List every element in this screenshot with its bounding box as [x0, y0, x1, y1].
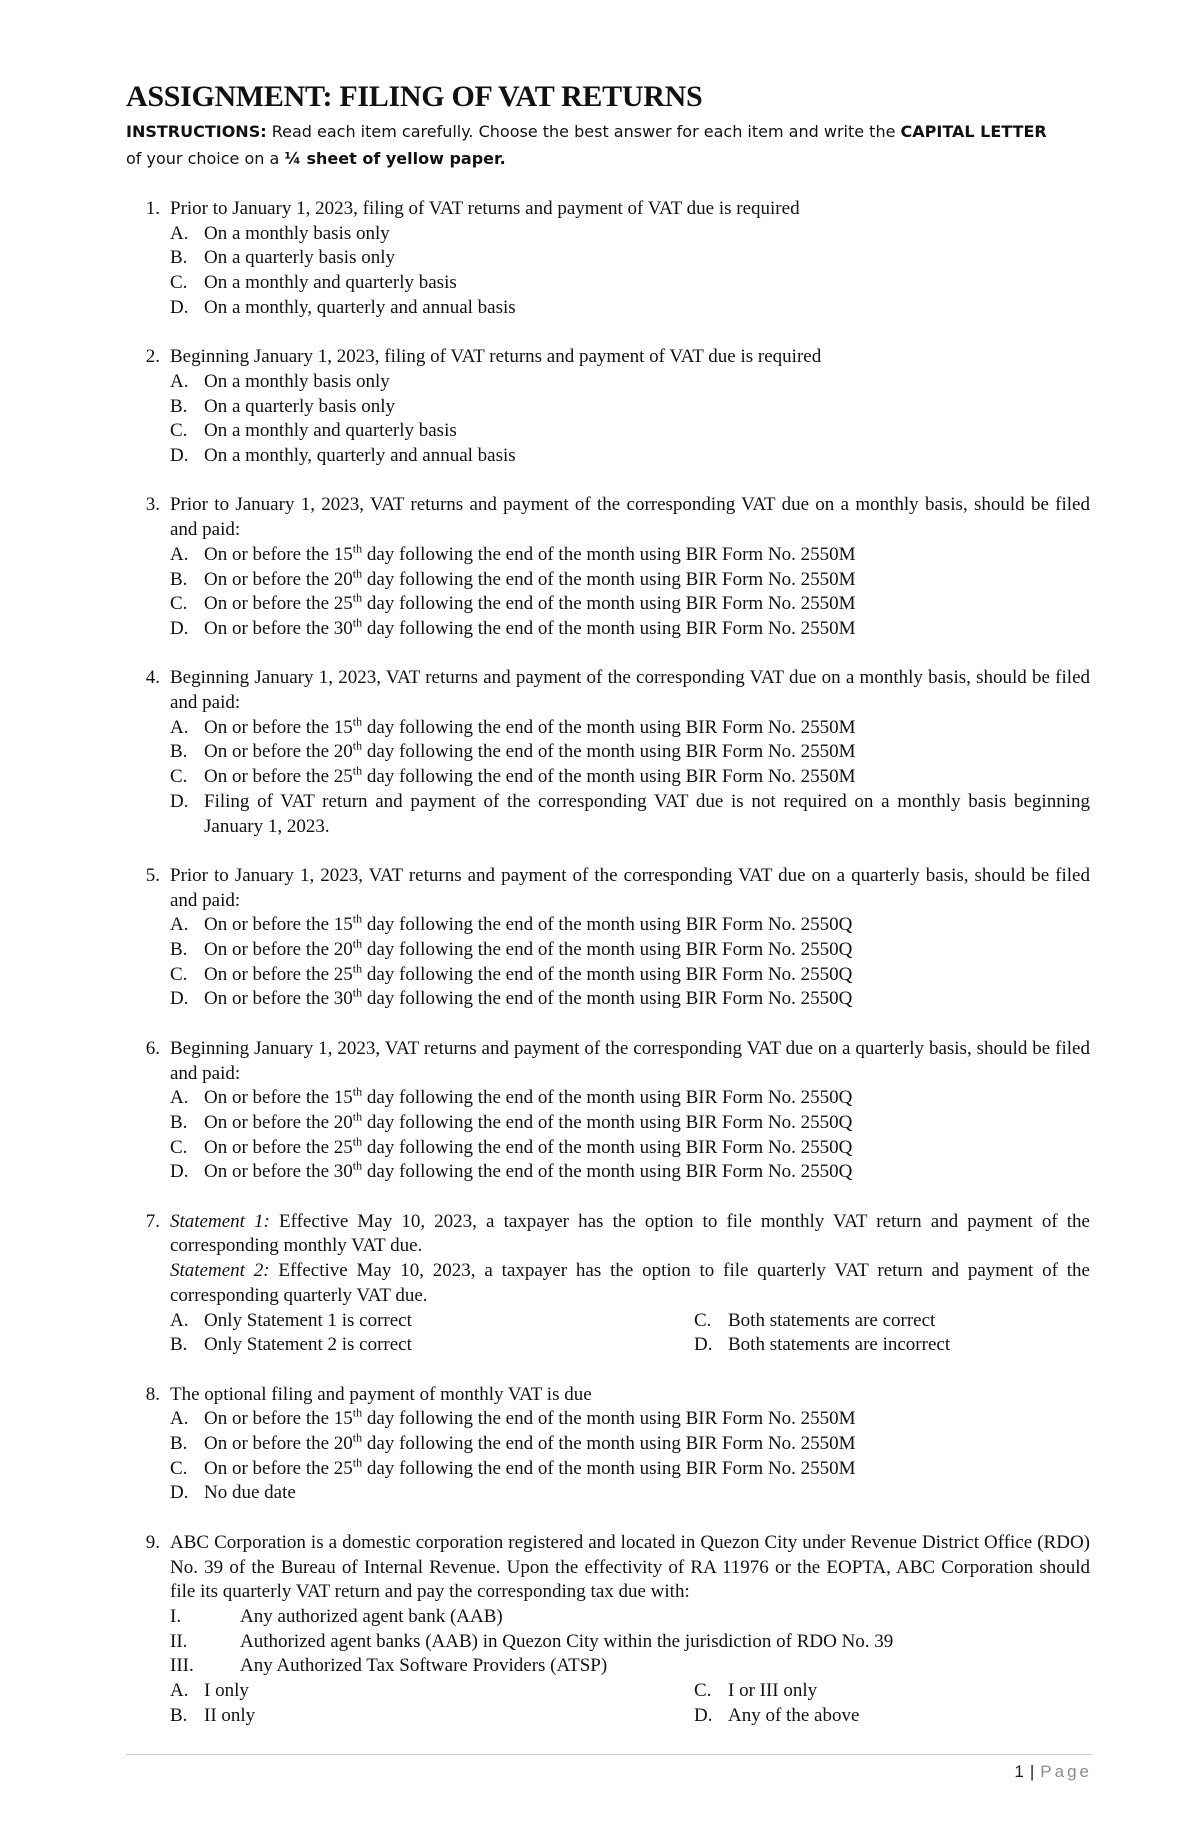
option-letter: C.	[694, 1680, 712, 1702]
option-text-post: day following the end of the month using BIR Form No. 2550Q	[362, 914, 853, 936]
question-stem: Prior to January 1, 2023, filing of VAT returns and payment of VAT due is required	[170, 198, 800, 219]
question-stem: Beginning January 1, 2023, VAT returns and payment of the corresponding VAT due on a monthly basis, should be filed and paid:	[170, 667, 1090, 714]
option-text	[204, 765, 1090, 790]
page-label: Page	[1040, 1762, 1092, 1781]
question-number: 8.	[145, 1383, 160, 1405]
option-text-pre: On or before the 25	[204, 766, 353, 788]
option-letter: D.	[694, 1334, 713, 1356]
option-text	[204, 592, 1090, 617]
roman-item-3	[170, 1654, 1090, 1679]
page-footer	[1014, 1762, 1092, 1782]
roman-numeral: II.	[170, 1630, 188, 1652]
option-a	[170, 913, 1090, 938]
question-number: 5.	[145, 864, 160, 886]
option-text: On a monthly, quarterly and annual basis	[204, 296, 516, 318]
option-b	[170, 1111, 1090, 1136]
question-7	[126, 1210, 1090, 1358]
option-text	[204, 1160, 1090, 1185]
option-text-pre: On or before the 25	[204, 1136, 353, 1158]
option-text-post: day following the end of the month using BIR Form No. 2550M	[362, 1457, 856, 1479]
footer-divider	[126, 1754, 1092, 1755]
question-1	[126, 197, 1090, 321]
option-letter: A.	[170, 1309, 189, 1331]
option-d	[170, 444, 1090, 469]
roman-numeral: I.	[170, 1605, 182, 1627]
option-letter: A.	[170, 370, 189, 392]
option-text-post: day following the end of the month using BIR Form No. 2550M	[362, 543, 856, 565]
option-text-post: day following the end of the month using BIR Form No. 2550Q	[362, 939, 853, 961]
option-text-pre: On or before the 25	[204, 593, 353, 615]
option-text-pre: On or before the 30	[204, 988, 353, 1010]
option-letter: C.	[170, 593, 188, 615]
option-letter: B.	[170, 247, 188, 269]
question-stem: The optional filing and payment of monthly VAT is due	[170, 1383, 592, 1405]
option-text-post: day following the end of the month using BIR Form No. 2550M	[362, 617, 856, 639]
question-5	[126, 864, 1090, 1012]
option-a	[170, 716, 1090, 741]
option-letter: B.	[170, 1433, 188, 1455]
option-b	[170, 1704, 694, 1729]
option-text-post: day following the end of the month using BIR Form No. 2550M	[362, 1433, 856, 1455]
option-c	[694, 1309, 1090, 1334]
option-b	[170, 568, 1090, 593]
option-text-post: day following the end of the month using BIR Form No. 2550Q	[362, 963, 853, 985]
option-text-post: day following the end of the month using BIR Form No. 2550M	[362, 766, 856, 788]
question-8	[126, 1383, 1090, 1507]
option-b	[170, 395, 1090, 420]
roman-text: Any authorized agent bank (AAB)	[240, 1605, 503, 1627]
ordinal-suffix: th	[352, 1159, 363, 1174]
option-b	[170, 1333, 694, 1358]
statement-1-text: Effective May 10, 2023, a taxpayer has the option to file monthly VAT return and payment of the corresponding monthly VAT due.	[170, 1210, 1090, 1257]
option-text-pre: On or before the 30	[204, 1161, 353, 1183]
question-number: 3.	[145, 494, 160, 516]
option-letter: C.	[170, 1457, 188, 1479]
question-stem: ABC Corporation is a domestic corporation registered and located in Quezon City under Revenue District Office (RDO) No. 39 of the Bureau of Internal Revenue. Upon the effectivity of RA 11976 or the EOPTA, ABC Corporation should file its quarterly VAT return and pay the corresponding tax due with:	[170, 1531, 1090, 1603]
option-text: II only	[204, 1704, 256, 1726]
option-text	[204, 913, 1090, 938]
option-text	[204, 938, 1090, 963]
option-text: Filing of VAT return and payment of the corresponding VAT due is not required on a monthly basis beginning January 1, 2023.	[204, 790, 1090, 837]
option-b	[170, 1432, 1090, 1457]
option-d	[170, 790, 1090, 839]
ordinal-suffix: th	[352, 739, 363, 754]
option-text-pre: On or before the 20	[204, 939, 353, 961]
instructions	[126, 118, 1090, 172]
statement-2	[170, 1259, 1090, 1308]
option-text	[204, 568, 1090, 593]
option-c	[170, 1457, 1090, 1482]
option-letter: A.	[170, 222, 189, 244]
option-text	[204, 1086, 1090, 1111]
option-letter: C.	[170, 272, 188, 294]
option-grid	[170, 1309, 1090, 1358]
option-letter: B.	[170, 395, 188, 417]
option-c	[170, 592, 1090, 617]
question-stem: Beginning January 1, 2023, filing of VAT returns and payment of VAT due is required	[170, 346, 822, 368]
option-text-pre: On or before the 15	[204, 914, 353, 936]
option-letter: B.	[170, 939, 188, 961]
page-title: ASSIGNMENT: FILING OF VAT RETURNS	[126, 80, 703, 113]
option-letter: D.	[170, 988, 189, 1010]
question-stem: Prior to January 1, 2023, VAT returns and payment of the corresponding VAT due on a quarterly basis, should be filed and paid:	[170, 864, 1090, 911]
option-a	[170, 1407, 1090, 1432]
ordinal-suffix: th	[352, 763, 363, 778]
option-d	[170, 1160, 1090, 1185]
option-letter: D.	[170, 445, 189, 467]
option-text	[204, 1457, 1090, 1482]
option-a	[170, 370, 1090, 395]
option-letter: B.	[170, 1704, 188, 1726]
ordinal-suffix: th	[352, 912, 363, 926]
question-3	[126, 493, 1090, 641]
option-d	[170, 296, 1090, 321]
option-letter: D.	[170, 790, 189, 812]
option-letter: A.	[170, 1680, 189, 1702]
option-grid	[170, 1679, 1090, 1728]
question-stem: Prior to January 1, 2023, VAT returns and payment of the corresponding VAT due on a monthly basis, should be filed and paid:	[170, 494, 1090, 541]
instructions-text-2: of your choice on a	[126, 149, 285, 168]
option-text: On a quarterly basis only	[204, 247, 396, 269]
option-letter: D.	[170, 296, 189, 318]
question-number: 1.	[145, 198, 160, 219]
option-b	[170, 246, 1090, 271]
option-letter: C.	[170, 1136, 188, 1158]
ordinal-suffix: th	[352, 541, 363, 556]
option-text-pre: On or before the 15	[204, 716, 353, 738]
option-text: On a monthly, quarterly and annual basis	[204, 445, 516, 467]
question-number: 9.	[145, 1531, 160, 1553]
option-text	[204, 1407, 1090, 1432]
option-letter: D.	[170, 617, 189, 639]
option-text: On a monthly basis only	[204, 370, 390, 392]
option-a	[170, 543, 1090, 568]
ordinal-suffix: th	[352, 566, 363, 581]
ordinal-suffix: th	[352, 961, 363, 976]
ordinal-suffix: th	[352, 1430, 363, 1445]
option-text-pre: On or before the 25	[204, 1457, 353, 1479]
option-letter: A.	[170, 914, 189, 936]
option-text	[204, 716, 1090, 741]
option-text-post: day following the end of the month using BIR Form No. 2550M	[362, 741, 856, 763]
option-d	[170, 1481, 1090, 1506]
option-letter: C.	[170, 963, 188, 985]
option-a	[170, 1679, 694, 1704]
option-text-post: day following the end of the month using BIR Form No. 2550M	[362, 716, 856, 738]
option-text: Both statements are correct	[728, 1309, 936, 1331]
question-2	[126, 345, 1090, 469]
ordinal-suffix: th	[352, 936, 363, 951]
option-a	[170, 1086, 1090, 1111]
ordinal-suffix: th	[352, 1109, 363, 1124]
ordinal-suffix: th	[352, 1084, 363, 1099]
option-text	[204, 987, 1090, 1012]
option-letter: D.	[170, 1482, 189, 1504]
option-letter: A.	[170, 1408, 189, 1430]
option-letter: C.	[170, 766, 188, 788]
ordinal-suffix: th	[352, 1134, 363, 1149]
roman-item-2	[170, 1630, 1090, 1655]
option-c	[694, 1679, 1090, 1704]
option-d	[694, 1333, 1090, 1358]
question-6	[126, 1037, 1090, 1185]
option-text-post: day following the end of the month using BIR Form No. 2550Q	[362, 988, 853, 1010]
question-number: 6.	[145, 1037, 160, 1059]
option-text-post: day following the end of the month using BIR Form No. 2550Q	[362, 1161, 853, 1183]
option-text-pre: On or before the 20	[204, 568, 353, 590]
option-text-post: day following the end of the month using BIR Form No. 2550Q	[362, 1136, 853, 1158]
option-letter: B.	[170, 1111, 188, 1133]
option-letter: B.	[170, 741, 188, 763]
option-a	[170, 222, 1090, 247]
instructions-bold-1: CAPITAL LETTER	[900, 122, 1047, 141]
statement-1-label: Statement 1:	[170, 1210, 270, 1232]
option-text-pre: On or before the 30	[204, 617, 353, 639]
option-letter: A.	[170, 1087, 189, 1109]
statement-1	[170, 1210, 1090, 1259]
option-text: Any of the above	[728, 1704, 860, 1726]
option-text	[204, 617, 1090, 642]
ordinal-suffix: th	[352, 590, 363, 605]
ordinal-suffix: th	[352, 1406, 363, 1421]
footer-separator: |	[1029, 1762, 1035, 1781]
option-text-pre: On or before the 20	[204, 1111, 353, 1133]
option-text-post: day following the end of the month using BIR Form No. 2550Q	[362, 1087, 853, 1109]
option-letter: D.	[170, 1161, 189, 1183]
question-number: 2.	[145, 346, 160, 368]
option-text: On a quarterly basis only	[204, 395, 396, 417]
question-4	[126, 666, 1090, 839]
option-letter: B.	[170, 568, 188, 590]
option-c	[170, 963, 1090, 988]
option-c	[170, 419, 1090, 444]
question-stem: Beginning January 1, 2023, VAT returns and payment of the corresponding VAT due on a quarterly basis, should be filed and paid:	[170, 1037, 1090, 1084]
option-text-post: day following the end of the month using BIR Form No. 2550Q	[362, 1111, 853, 1133]
document-content	[126, 78, 1090, 1753]
option-text-pre: On or before the 20	[204, 741, 353, 763]
question-number: 4.	[145, 667, 160, 689]
ordinal-suffix: th	[352, 1455, 363, 1470]
option-text	[204, 740, 1090, 765]
option-text: On a monthly basis only	[204, 222, 390, 244]
option-b	[170, 740, 1090, 765]
option-letter: A.	[170, 716, 189, 738]
statement-2-label: Statement 2:	[170, 1260, 270, 1282]
option-letter: C.	[694, 1309, 712, 1331]
option-text: On a monthly and quarterly basis	[204, 420, 457, 442]
option-text	[204, 963, 1090, 988]
roman-text: Any Authorized Tax Software Providers (ATSP)	[240, 1655, 608, 1677]
option-d	[170, 617, 1090, 642]
page-number: 1	[1014, 1762, 1024, 1781]
option-text	[204, 543, 1090, 568]
option-text: Only Statement 2 is correct	[204, 1334, 412, 1356]
option-d	[170, 987, 1090, 1012]
option-text-pre: On or before the 15	[204, 543, 353, 565]
option-text-post: day following the end of the month using BIR Form No. 2550M	[362, 1408, 856, 1430]
option-b	[170, 938, 1090, 963]
ordinal-suffix: th	[352, 714, 363, 729]
roman-numeral: III.	[170, 1655, 194, 1677]
option-text	[204, 1136, 1090, 1161]
ordinal-suffix: th	[352, 986, 363, 1001]
option-text-pre: On or before the 20	[204, 1433, 353, 1455]
option-d	[694, 1704, 1090, 1729]
option-text: Only Statement 1 is correct	[204, 1309, 412, 1331]
option-text-pre: On or before the 15	[204, 1087, 353, 1109]
question-9	[126, 1531, 1090, 1729]
instructions-label: INSTRUCTIONS:	[126, 122, 267, 141]
option-text	[204, 1432, 1090, 1457]
ordinal-suffix: th	[352, 615, 363, 630]
option-letter: D.	[694, 1704, 713, 1726]
option-c	[170, 271, 1090, 296]
option-letter: A.	[170, 543, 189, 565]
option-text: No due date	[204, 1482, 296, 1504]
option-text-pre: On or before the 25	[204, 963, 353, 985]
statement-2-text: Effective May 10, 2023, a taxpayer has the option to file quarterly VAT return and payment of the corresponding quarterly VAT due.	[170, 1260, 1090, 1306]
option-text-post: day following the end of the month using BIR Form No. 2550M	[362, 593, 856, 615]
option-letter: B.	[170, 1334, 188, 1356]
option-a	[170, 1309, 694, 1334]
option-text: I or III only	[728, 1680, 818, 1702]
option-letter: C.	[170, 420, 188, 442]
option-c	[170, 765, 1090, 790]
option-text-post: day following the end of the month using BIR Form No. 2550M	[362, 568, 856, 590]
instructions-bold-2: ¼ sheet of yellow paper.	[284, 149, 506, 168]
roman-item-1	[170, 1605, 1090, 1630]
option-text: Both statements are incorrect	[728, 1334, 951, 1356]
option-text	[204, 1111, 1090, 1136]
question-number: 7.	[145, 1210, 160, 1232]
question-list	[126, 197, 1090, 1728]
instructions-text-1: Read each item carefully. Choose the best answer for each item and write the	[266, 122, 901, 141]
option-c	[170, 1136, 1090, 1161]
option-text: On a monthly and quarterly basis	[204, 272, 457, 294]
option-text-pre: On or before the 15	[204, 1408, 353, 1430]
option-text: I only	[204, 1680, 249, 1702]
roman-text: Authorized agent banks (AAB) in Quezon City within the jurisdiction of RDO No. 39	[240, 1630, 894, 1652]
